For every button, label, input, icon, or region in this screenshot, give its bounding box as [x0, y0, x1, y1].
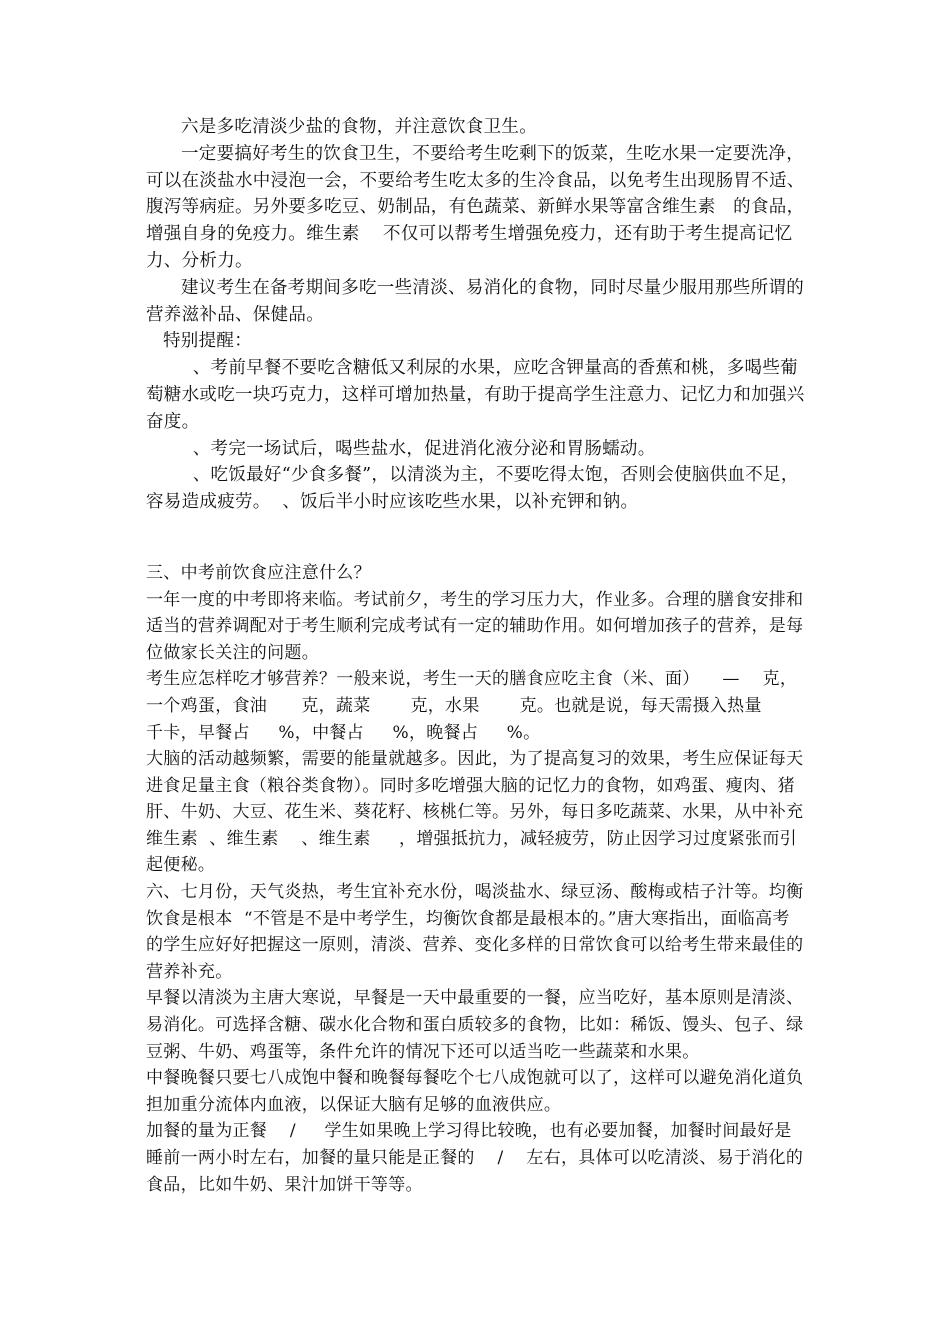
paragraph-lunch-dinner: 中餐晚餐只要七八成饱中餐和晚餐每餐吃个七八成饱就可以了，这样可以避免消化道负担加重分流体内血液，以保证大脑有足够的血液供应。 — [146, 1068, 804, 1115]
paragraph-brain-foods: 大脑的活动越频繁，需要的能量就越多。因此，为了提高复习的效果，考生应保证每天进食足量主食（粮谷类食物）。同时多吃增强大脑的记忆力的食物，如鸡蛋、瘦肉、猪肝、牛奶、大豆、花生米、葵花籽、核桃仁等。另外，每日多吃蔬菜、水果，从中补充维生素 、维生素 、维生素 ，增强抵抗力，减轻疲劳，防止因学习过度紧张而引起便秘。 — [146, 749, 804, 876]
paragraph-intro: 一年一度的中考即将来临。考试前夕，考生的学习压力大，作业多。合理的膳食安排和适当的营养调配对于考生顺利完成考试有一定的辅助作用。如何增加孩子的营养，是每位做家长关注的问题。 — [146, 589, 804, 663]
paragraph-reminder-breakfast: 、考前早餐不要吃含糖低又利尿的水果，应吃含钾量高的香蕉和桃，多喝些葡萄糖水或吃一块巧克力，这样可增加热量，有助于提高学生注意力、记忆力和加强兴奋度。 — [146, 358, 805, 432]
section-gap — [146, 516, 806, 560]
paragraph-nutrition-amounts: 考生应怎样吃才够营养？一般来说，考生一天的膳食应吃主食（米、面） — 克，一个鸡蛋，食油 克，蔬菜 克，水果 克。也就是说，每天需摄入热量 千卡，早餐占 %，中餐占 %，晚餐占 %。 — [146, 669, 819, 743]
section-exam-diet — [146, 560, 819, 1198]
paragraph-tip-six: 六是多吃清淡少盐的食物，并注意饮食卫生。 — [181, 117, 537, 137]
document-page — [146, 114, 819, 1198]
paragraph-special-reminder: 特别提醒： — [163, 331, 252, 352]
paragraph-reminder-meals: 、吃饭最好“少食多餐”，以清淡为主，不要吃得太饱，否则会使脑供血不足，容易造成疲劳。 、饭后半小时应该吃些水果，以补充钾和钠。 — [146, 465, 799, 513]
section-heading: 三、中考前饮食应注意什么？ — [146, 562, 371, 583]
paragraph-suggestion: 建议考生在备考期间多吃一些清淡、易消化的食物，同时尽量少服用那些所谓的营养滋补品、保健品。 — [146, 277, 804, 325]
paragraph-food-hygiene: 一定要搞好考生的饮食卫生，不要给考生吃剩下的饭菜，生吃水果一定要洗净，可以在淡盐水中浸泡一会，不要给考生吃太多的生冷食品，以免考生出现肠胃不适、腹泻等病症。另外要多吃豆、奶制品，有色蔬菜、新鲜水果等富含维生素 的食品，增强自身的免疫力。维生素 不仅可以帮考生增强免疫力，还有助于考生提高记忆力、分析力。 — [146, 143, 805, 271]
paragraph-reminder-salt-water: 、考完一场试后，喝些盐水，促进消化液分泌和胃肠蠕动。 — [181, 438, 656, 459]
paragraph-extra-meal: 加餐的量为正餐 / 学生如果晚上学习得比较晚，也有必要加餐，加餐时间最好是睡前一两小时左右，加餐的量只能是正餐的 / 左右，具体可以吃清淡、易于消化的食品，比如牛奶、果汁加饼干等等。 — [146, 1121, 804, 1195]
paragraph-balanced-diet: 六、七月份，天气炎热，考生宜补充水份，喝淡盐水、绿豆汤、酸梅或桔子汁等。均衡饮食是根本 “不管是不是中考学生，均衡饮食都是最根本的。”唐大寒指出，面临高考的学生应好好把握这一原则，清淡、营养、变化多样的日常饮食可以给考生带来最佳的营养补充。 — [146, 882, 804, 982]
section-diet-hygiene — [146, 114, 806, 516]
paragraph-breakfast: 早餐以清淡为主唐大寒说，早餐是一天中最重要的一餐，应当吃好，基本原则是清淡、易消化。可选择含糖、碳水化合物和蛋白质较多的食物，比如：稀饭、馒头、包子、绿豆粥、牛奶、鸡蛋等，条件允许的情况下还可以适当吃一些蔬菜和水果。 — [146, 988, 804, 1062]
